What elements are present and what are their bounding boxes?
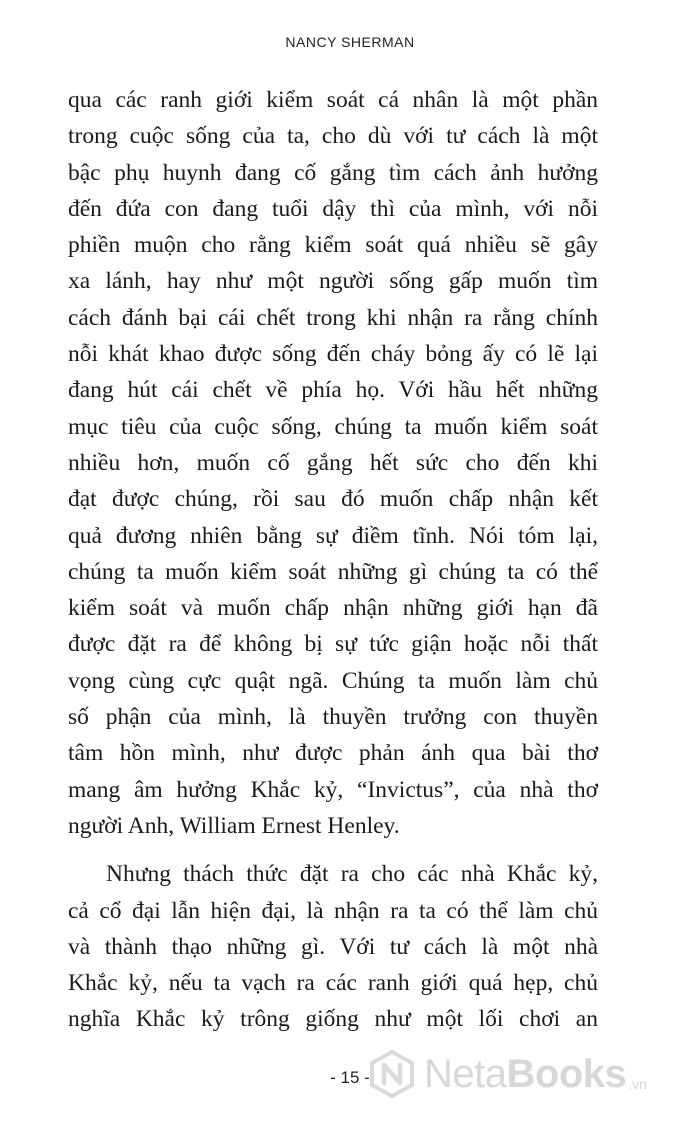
paragraph-gap: [68, 844, 598, 856]
text-line: bậc phụ huynh đang cố gắng tìm cách ảnh hưởng: [68, 159, 598, 186]
text-line: nỗi khát khao được sống đến cháy bỏng ấy có lẽ lại: [68, 341, 598, 368]
text-line: và thành thạo những gì. Với tư cách là một nhà: [68, 933, 598, 960]
text-line: chúng ta muốn kiểm soát những gì chúng ta có thể: [68, 558, 598, 585]
watermark-text-bold: Books: [506, 1051, 627, 1096]
text-line: đạt được chúng, rồi sau đó muốn chấp nhận kết: [68, 486, 598, 513]
text-line: tâm hồn mình, như được phản ánh qua bài thơ: [68, 740, 598, 767]
paragraph-2: [68, 856, 598, 1037]
text-line: trong cuộc sống của ta, cho dù với tư cách là một: [68, 123, 598, 150]
watermark-wordmark: [424, 1052, 626, 1097]
paragraph-1: [68, 82, 598, 844]
text-line: nhiều hơn, muốn cố gắng hết sức cho đến khi: [68, 449, 598, 476]
text-line: mục tiêu của cuộc sống, chúng ta muốn kiểm soát: [68, 413, 598, 440]
text-line: cách đánh bại cái chết trong khi nhận ra rằng chính: [68, 304, 598, 331]
text-line: kiểm soát và muốn chấp nhận những giới hạn đã: [68, 595, 598, 622]
page-number: - 15 -: [330, 1068, 370, 1087]
text-line: cả cổ đại lẫn hiện đại, là nhận ra ta có thể làm chủ: [68, 897, 598, 924]
text-line: Nhưng thách thức đặt ra cho các nhà Khắc kỷ,: [106, 861, 598, 888]
watermark-suffix: .vn: [628, 1076, 647, 1092]
body-text: [68, 82, 598, 1038]
text-line: đến đứa con đang tuổi dậy thì của mình, với nỗi: [68, 195, 598, 222]
watermark-text-light: Neta: [424, 1051, 507, 1096]
netabooks-logo-icon: [368, 1050, 416, 1098]
text-line: vọng cùng cực quật ngã. Chúng ta muốn làm chủ: [68, 667, 598, 694]
text-line: nghĩa Khắc kỷ trông giống như một lối chơi an: [68, 1006, 598, 1033]
text-line: được đặt ra để không bị sự tức giận hoặc nỗi thất: [68, 631, 598, 658]
text-line: đang hút cái chết về phía họ. Với hầu hết những: [68, 377, 598, 404]
text-line: qua các ranh giới kiểm soát cá nhân là một phần: [68, 87, 598, 113]
text-line: xa lánh, hay như một người sống gấp muốn tìm: [68, 268, 598, 295]
netabooks-watermark: [368, 1046, 647, 1102]
text-line: phiền muộn cho rằng kiểm soát quá nhiều sẽ gây: [68, 232, 598, 259]
text-line: số phận của mình, là thuyền trưởng con thuyền: [68, 704, 598, 731]
text-line: quả đương nhiên bằng sự điềm tĩnh. Nói tóm lại,: [68, 522, 598, 549]
text-line: Khắc kỷ, nếu ta vạch ra các ranh giới quá hẹp, chủ: [68, 970, 598, 997]
text-line: mang âm hưởng Khắc kỷ, “Invictus”, của nhà thơ: [68, 776, 598, 803]
running-head: NANCY SHERMAN: [285, 34, 415, 50]
text-line: người Anh, William Ernest Henley.: [68, 812, 400, 839]
